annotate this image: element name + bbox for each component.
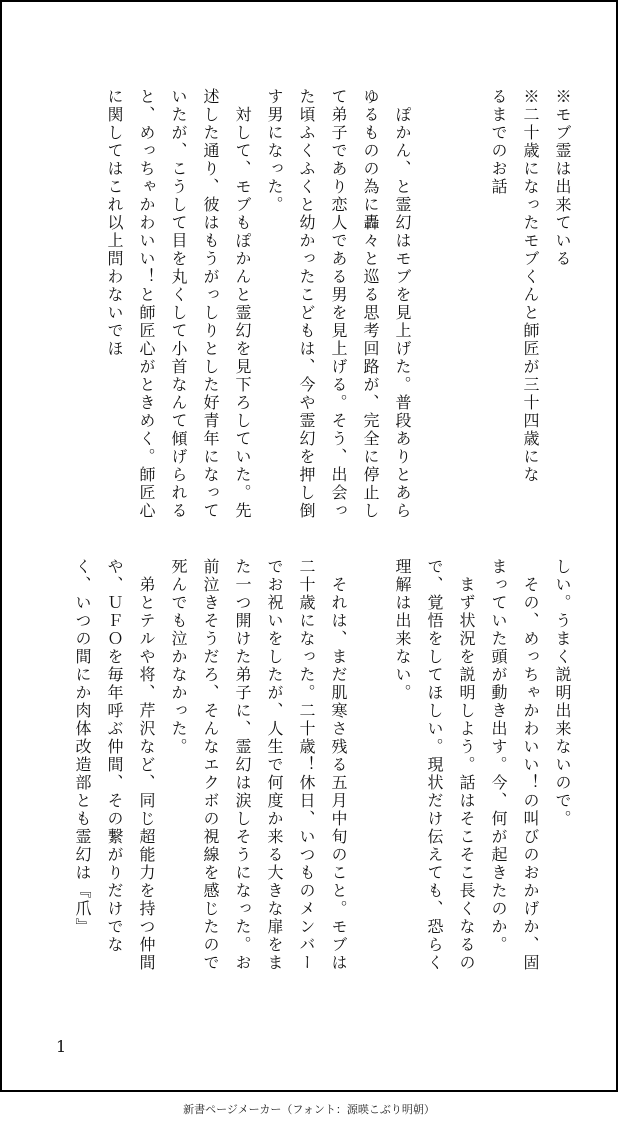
paragraph: まず状況を説明しよう。話はそこそこ長くなるので、覚悟をしてほしい。現状だけ伝えても、恐らく理解は出来ない。 <box>393 558 476 972</box>
paragraph: ぽかん、と霊幻はモブを見上げた。普段ありとあらゆるものの為に轟々と巡る思考回路が、完全に停止して弟子であり恋人である男を見上げる。そう、出会った頃ふくふくと幼かったこどもは、今や霊幻を押し倒す男になった。 <box>265 88 412 520</box>
note-line: ※モブ霊は出来ている <box>553 88 572 268</box>
paragraph: 対して、モブもぽかんと霊幻を見下ろしていた。先述した通り、彼はもうがっしりとした好青年になっていたが、こうして目を丸くして小首なんて傾げられると、めっちゃかわいい！と師匠心がときめく。師匠心に関してはこれ以上問わないでほ <box>105 88 252 520</box>
note-line: ※二十歳になったモブくんと師匠が三十四歳にな <box>521 88 540 484</box>
note-line: るまでのお話 <box>489 88 508 196</box>
paragraph: それは、まだ肌寒さ残る五月中旬のこと。モブは二十歳になった。二十歳！休日、いつものメンバーでお祝いをしたが、人生で何度か来る大きな扉をまた一つ開けた弟子に、霊幻は涙しそうになった。お前泣きそうだろ、そんなエクボの視線を感じたので死んでも泣かなかった。 <box>169 558 348 972</box>
paragraph: 弟とテルや将、芹沢など、同じ超能力を持つ仲間や、ＵＦＯを毎年呼ぶ仲間、その繋がりだけでなく、いつの間にか肉体改造部とも霊幻は『爪』 <box>73 558 156 972</box>
blank-line <box>354 558 386 988</box>
blank-line <box>418 88 450 528</box>
bottom-text-column <box>18 558 578 988</box>
paragraph: しい。うまく説明出来ないので。 <box>553 558 572 828</box>
top-text-column <box>18 88 578 528</box>
page-number: 1 <box>56 1037 67 1056</box>
footer-credit: 新書ページメーカー（フォント：源暎こぶり明朝） <box>183 1103 435 1116</box>
blank-line <box>450 88 482 528</box>
paragraph: その、めっちゃかわいい！の叫びのおかげか、固まっていた頭が動き出す。今、何が起きたのか。 <box>489 558 540 972</box>
